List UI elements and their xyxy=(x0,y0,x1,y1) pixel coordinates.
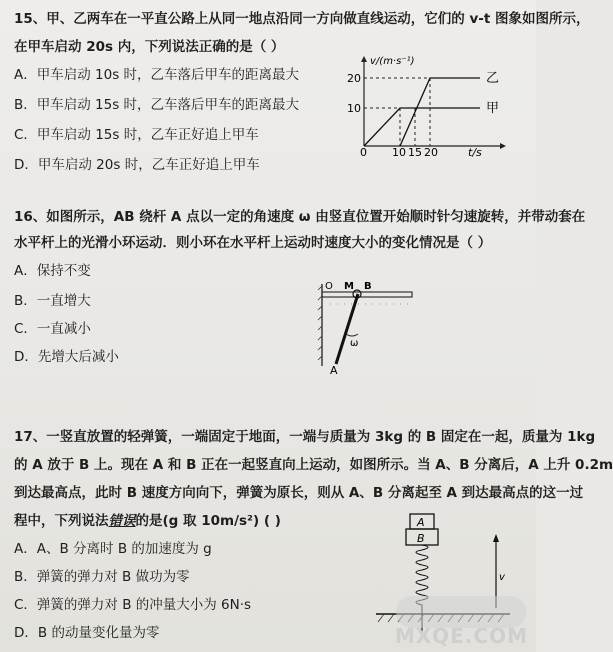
q17-stem-line2: 的 A 放于 B 上。现在 A 和 B 正在一起竖直向上运动，如图所示。当 A、B 分离后，A 上升 0.2m xyxy=(14,457,613,473)
q16-option-d: D．先增大后减小 xyxy=(14,349,119,365)
q17-stem-line3: 到达最高点，此时 B 速度方向向下，弹簧为原长，则从 A、B 分离起至 A 到达最高点的这一过 xyxy=(14,485,584,501)
q17-label-v: v xyxy=(499,572,505,583)
q15-line-jia xyxy=(364,108,480,146)
q16-stem-line1: 16、如图所示，AB 绕杆 A 点以一定的角速度 ω 由竖直位置开始顺时针匀速旋转，并带动套在 xyxy=(14,209,586,225)
q16-label-omega: ω xyxy=(350,338,359,349)
q17-label-b: B xyxy=(417,532,425,545)
q17-option-a: A．A、B 分离时 B 的加速度为 g xyxy=(14,541,212,557)
q15-option-d: D．甲车启动 20s 时，乙车正好追上甲车 xyxy=(14,157,260,173)
q16-label-b: B xyxy=(364,281,372,292)
q15-xtick-20: 20 xyxy=(424,146,438,159)
q17-label-a: A xyxy=(417,516,425,529)
q17-option-c: C．弹簧的弹力对 B 的冲量大小为 6N·s xyxy=(14,597,252,613)
q15-xlabel: t/s xyxy=(468,146,482,159)
q15-xtick-15: 15 xyxy=(408,146,422,159)
q15-xtick-10: 10 xyxy=(392,146,406,159)
q15-stem-line1: 15、甲、乙两车在一平直公路上从同一地点沿同一方向做直线运动，它们的 v-t 图象如图所示， xyxy=(14,11,590,27)
q16-option-a: A．保持不变 xyxy=(14,263,91,279)
q16-label-o: O xyxy=(325,281,333,292)
q17-stem-line4-post: 的是(g 取 10m/s²) ( ) xyxy=(135,513,281,529)
q17-stem-emphasis: 错误 xyxy=(108,513,136,529)
q16-stem-line2: 水平杆上的光滑小环运动．则小环在水平杆上运动时速度大小的变化情况是（ ） xyxy=(14,235,492,251)
q17-option-d: D．B 的动量变化量为零 xyxy=(14,625,160,641)
q17-stem-line4-pre: 程中，下列说法 xyxy=(14,513,109,529)
q15-label-yi: 乙 xyxy=(486,71,500,86)
q15-vt-graph xyxy=(340,52,510,157)
q17-stem-line4 xyxy=(14,512,281,530)
q17-stem-line1: 17、一竖直放置的轻弹簧，一端固定于地面，一端与质量为 3kg 的 B 固定在一起，质量为 1kg xyxy=(14,429,596,445)
q15-option-a: A．甲车启动 10s 时，乙车落后甲车的距离最大 xyxy=(14,67,300,83)
q15-label-jia: 甲 xyxy=(486,101,500,116)
q15-line-yi xyxy=(400,78,480,146)
q16-label-a: A xyxy=(330,364,338,377)
q15-option-c: C．甲车启动 15s 时，乙车正好追上甲车 xyxy=(14,127,259,143)
watermark-text: MXQE.COM xyxy=(394,624,528,648)
q15-xtick-0: 0 xyxy=(360,146,367,159)
q17-option-b: B．弹簧的弹力对 B 做功为零 xyxy=(14,569,190,585)
q16-label-m: M xyxy=(344,281,354,292)
q16-option-b: B．一直增大 xyxy=(14,293,91,309)
q15-ytick-20: 20 xyxy=(347,72,361,85)
q16-rod-figure xyxy=(300,276,420,376)
q16-option-c: C．一直减小 xyxy=(14,321,91,337)
q15-ylabel: v/(m·s⁻¹) xyxy=(370,56,415,67)
q15-ytick-10: 10 xyxy=(347,102,361,115)
q15-option-b: B．甲车启动 15s 时，乙车落后甲车的距离最大 xyxy=(14,97,300,113)
q15-stem-line2: 在甲车启动 20s 内，下列说法正确的是（ ） xyxy=(14,39,285,55)
